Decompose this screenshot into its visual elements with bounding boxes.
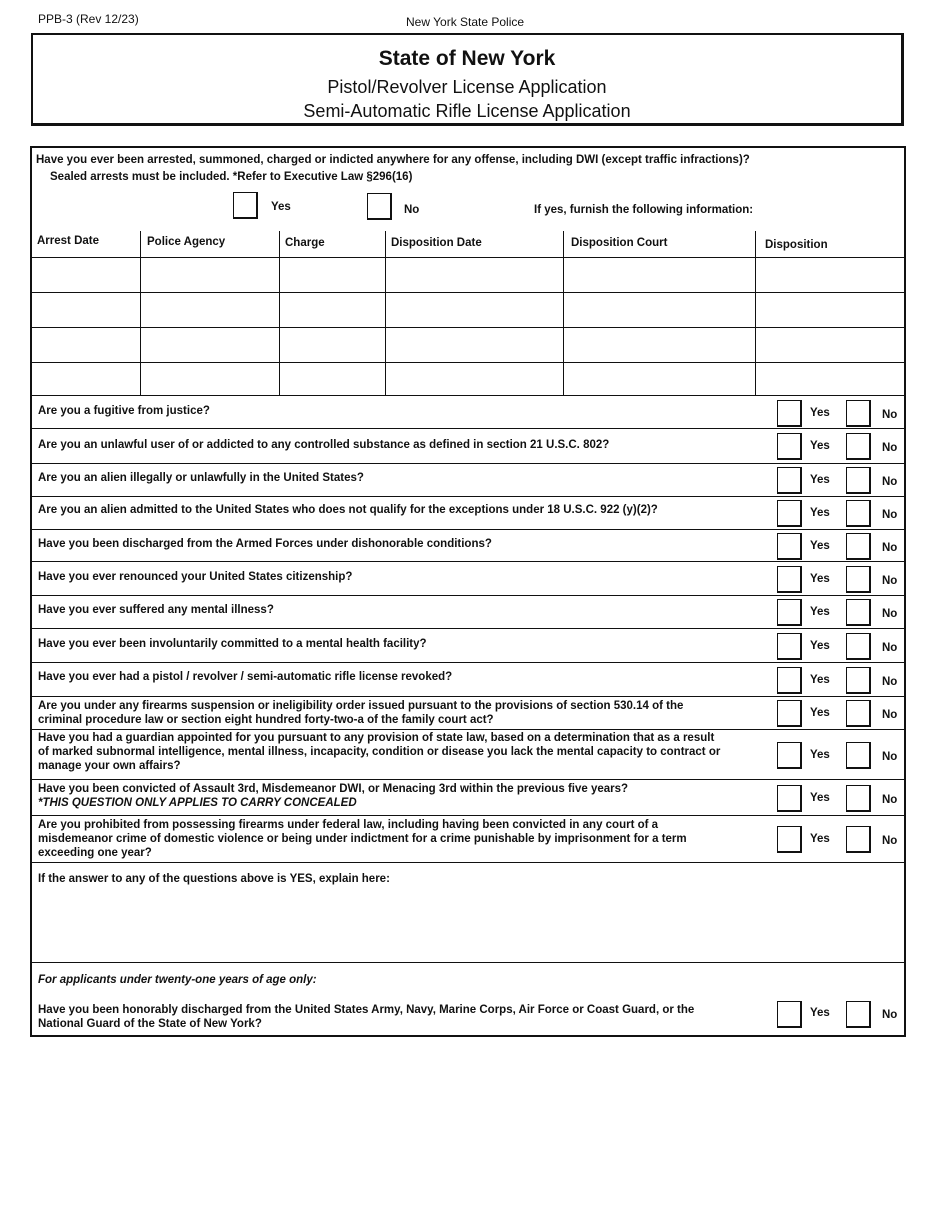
yes-checkbox[interactable] <box>777 599 802 626</box>
under21-yes-label: Yes <box>810 1007 830 1019</box>
question-line: Have you ever renounced your United States citizenship? <box>38 571 353 583</box>
no-label: No <box>882 476 898 488</box>
yes-checkbox[interactable] <box>777 533 802 560</box>
yes-checkbox[interactable] <box>777 566 802 593</box>
yes-label: Yes <box>810 674 830 686</box>
table-rule <box>31 362 904 363</box>
table-rule <box>755 231 756 395</box>
table-rule <box>31 257 904 258</box>
question-text <box>38 699 780 727</box>
no-label: No <box>882 509 898 521</box>
column-header: Arrest Date <box>37 235 99 247</box>
question-line: Have you been discharged from the Armed Forces under dishonorable conditions? <box>38 538 492 550</box>
yes-checkbox[interactable] <box>777 785 802 812</box>
question-line: Are you an alien admitted to the United States who does not qualify for the exceptions under 18 U.S.C. 922 (y)(2)? <box>38 504 658 516</box>
arrest-no-checkbox[interactable] <box>367 193 392 220</box>
yes-label: Yes <box>810 792 830 804</box>
arrest-yes-label: Yes <box>271 201 291 213</box>
question-line: Are you an unlawful user of or addicted to any controlled substance as defined in section 21 U.S.C. 802? <box>38 439 610 451</box>
question-line: exceeding one year? <box>38 847 152 859</box>
yes-label: Yes <box>810 749 830 761</box>
under21-question-line: National Guard of the State of New York? <box>38 1018 262 1030</box>
yes-label: Yes <box>810 640 830 652</box>
no-label: No <box>882 409 898 421</box>
yes-checkbox[interactable] <box>777 700 802 727</box>
question-line: Have you ever been involuntarily committed to a mental health facility? <box>38 638 427 650</box>
column-header: Disposition <box>765 239 828 251</box>
arrest-yes-checkbox[interactable] <box>233 192 258 219</box>
yes-checkbox[interactable] <box>777 433 802 460</box>
question-text <box>38 537 780 551</box>
table-rule <box>31 292 904 293</box>
table-rule <box>140 231 141 395</box>
column-header: Disposition Date <box>391 237 482 249</box>
no-label: No <box>882 608 898 620</box>
question-line: criminal procedure law or section eight hundred forty-two-a of the family court act? <box>38 714 494 726</box>
arrest-question-note: Sealed arrests must be included. *Refer to Executive Law §296(16) <box>50 171 413 183</box>
yes-label: Yes <box>810 707 830 719</box>
no-checkbox[interactable] <box>846 500 871 527</box>
yes-checkbox[interactable] <box>777 467 802 494</box>
row-divider <box>31 779 904 780</box>
column-header: Police Agency <box>147 236 226 248</box>
row-divider <box>31 595 904 596</box>
arrest-no-label: No <box>404 204 420 216</box>
yes-label: Yes <box>810 606 830 618</box>
row-divider <box>31 496 904 497</box>
row-divider <box>31 729 904 730</box>
table-rule <box>31 395 904 396</box>
section-divider <box>31 862 904 863</box>
question-text <box>38 570 780 584</box>
row-divider <box>31 662 904 663</box>
section-divider <box>31 962 904 963</box>
question-text <box>38 670 780 684</box>
question-text <box>38 818 780 860</box>
question-text <box>38 731 780 773</box>
yes-label: Yes <box>810 440 830 452</box>
table-rule <box>279 231 280 395</box>
question-text <box>38 782 780 810</box>
question-line: Have you had a guardian appointed for you pursuant to any provision of state law, based on a determination that as a result <box>38 732 715 744</box>
question-text <box>38 438 780 452</box>
no-checkbox[interactable] <box>846 826 871 853</box>
row-divider <box>31 463 904 464</box>
question-line: Are you under any firearms suspension or ineligibility order issued pursuant to the provisions of section 530.14 of the <box>38 700 684 712</box>
form-id: PPB-3 (Rev 12/23) <box>38 12 139 26</box>
question-text <box>38 471 780 485</box>
question-line: of marked subnormal intelligence, mental illness, incapacity, condition or disease you lack the mental capacity to contract or <box>38 746 721 758</box>
no-label: No <box>882 835 898 847</box>
question-line: Have you ever had a pistol / revolver / semi-automatic rifle license revoked? <box>38 671 453 683</box>
under21-question-line: Have you been honorably discharged from the United States Army, Navy, Marine Corps, Air Force or Coast Guard, or the <box>38 1004 695 1016</box>
question-text <box>38 503 780 517</box>
page-title: State of New York <box>378 47 556 70</box>
yes-checkbox[interactable] <box>777 742 802 769</box>
no-label: No <box>882 575 898 587</box>
question-line: manage your own affairs? <box>38 760 181 772</box>
title-box <box>31 33 904 126</box>
question-line: Are you an alien illegally or unlawfully in the United States? <box>38 472 364 484</box>
row-divider <box>31 696 904 697</box>
question-text <box>38 603 780 617</box>
no-label: No <box>882 676 898 688</box>
yes-checkbox[interactable] <box>777 500 802 527</box>
no-label: No <box>882 709 898 721</box>
row-divider <box>31 561 904 562</box>
no-checkbox[interactable] <box>846 400 871 427</box>
furnish-note: If yes, furnish the following information: <box>534 204 754 216</box>
arrest-question: Have you ever been arrested, summoned, charged or indicted anywhere for any offense, including DWI (except traffic infractions)? <box>36 154 750 166</box>
question-line: Have you ever suffered any mental illness? <box>38 604 274 616</box>
table-rule <box>385 231 386 395</box>
column-header: Charge <box>285 237 325 249</box>
yes-label: Yes <box>810 833 830 845</box>
under21-no-checkbox[interactable] <box>846 1001 871 1028</box>
explain-field[interactable] <box>36 892 898 958</box>
no-label: No <box>882 751 898 763</box>
question-line: Have you been convicted of Assault 3rd, Misdemeanor DWI, or Menacing 3rd within the previous five years? <box>38 783 629 795</box>
yes-label: Yes <box>810 540 830 552</box>
no-label: No <box>882 442 898 454</box>
row-divider <box>31 428 904 429</box>
row-divider <box>31 529 904 530</box>
yes-label: Yes <box>810 474 830 486</box>
under21-yes-checkbox[interactable] <box>777 1001 802 1028</box>
no-checkbox[interactable] <box>846 467 871 494</box>
no-label: No <box>882 642 898 654</box>
explain-label: If the answer to any of the questions above is YES, explain here: <box>38 873 390 885</box>
no-checkbox[interactable] <box>846 566 871 593</box>
question-line: misdemeanor crime of domestic violence or being under indictment for a crime punishable by imprisonment for a term <box>38 833 687 845</box>
agency-name: New York State Police <box>406 15 525 29</box>
no-checkbox[interactable] <box>846 599 871 626</box>
question-line: Are you prohibited from possessing firearms under federal law, including having been convicted in any court of a <box>38 819 659 831</box>
row-divider <box>31 628 904 629</box>
under21-heading: For applicants under twenty-one years of age only: <box>38 974 317 986</box>
question-line: Are you a fugitive from justice? <box>38 405 210 417</box>
no-label: No <box>882 542 898 554</box>
yes-checkbox[interactable] <box>777 400 802 427</box>
subtitle-pistol: Pistol/Revolver License Application <box>327 77 607 97</box>
no-checkbox[interactable] <box>846 785 871 812</box>
row-divider <box>31 815 904 816</box>
table-rule <box>563 231 564 395</box>
no-checkbox[interactable] <box>846 667 871 694</box>
yes-label: Yes <box>810 573 830 585</box>
under21-question <box>38 1003 694 1031</box>
yes-label: Yes <box>810 507 830 519</box>
no-checkbox[interactable] <box>846 633 871 660</box>
no-checkbox[interactable] <box>846 533 871 560</box>
yes-checkbox[interactable] <box>777 826 802 853</box>
subtitle-rifle: Semi-Automatic Rifle License Application <box>303 101 631 121</box>
table-rule <box>31 327 904 328</box>
yes-checkbox[interactable] <box>777 667 802 694</box>
under21-no-label: No <box>882 1009 898 1021</box>
no-label: No <box>882 794 898 806</box>
question-text <box>38 404 780 418</box>
no-checkbox[interactable] <box>846 700 871 727</box>
no-checkbox[interactable] <box>846 742 871 769</box>
column-header: Disposition Court <box>571 237 668 249</box>
yes-label: Yes <box>810 407 830 419</box>
no-checkbox[interactable] <box>846 433 871 460</box>
yes-checkbox[interactable] <box>777 633 802 660</box>
question-text <box>38 637 780 651</box>
question-note: *THIS QUESTION ONLY APPLIES TO CARRY CONCEALED <box>38 797 357 809</box>
